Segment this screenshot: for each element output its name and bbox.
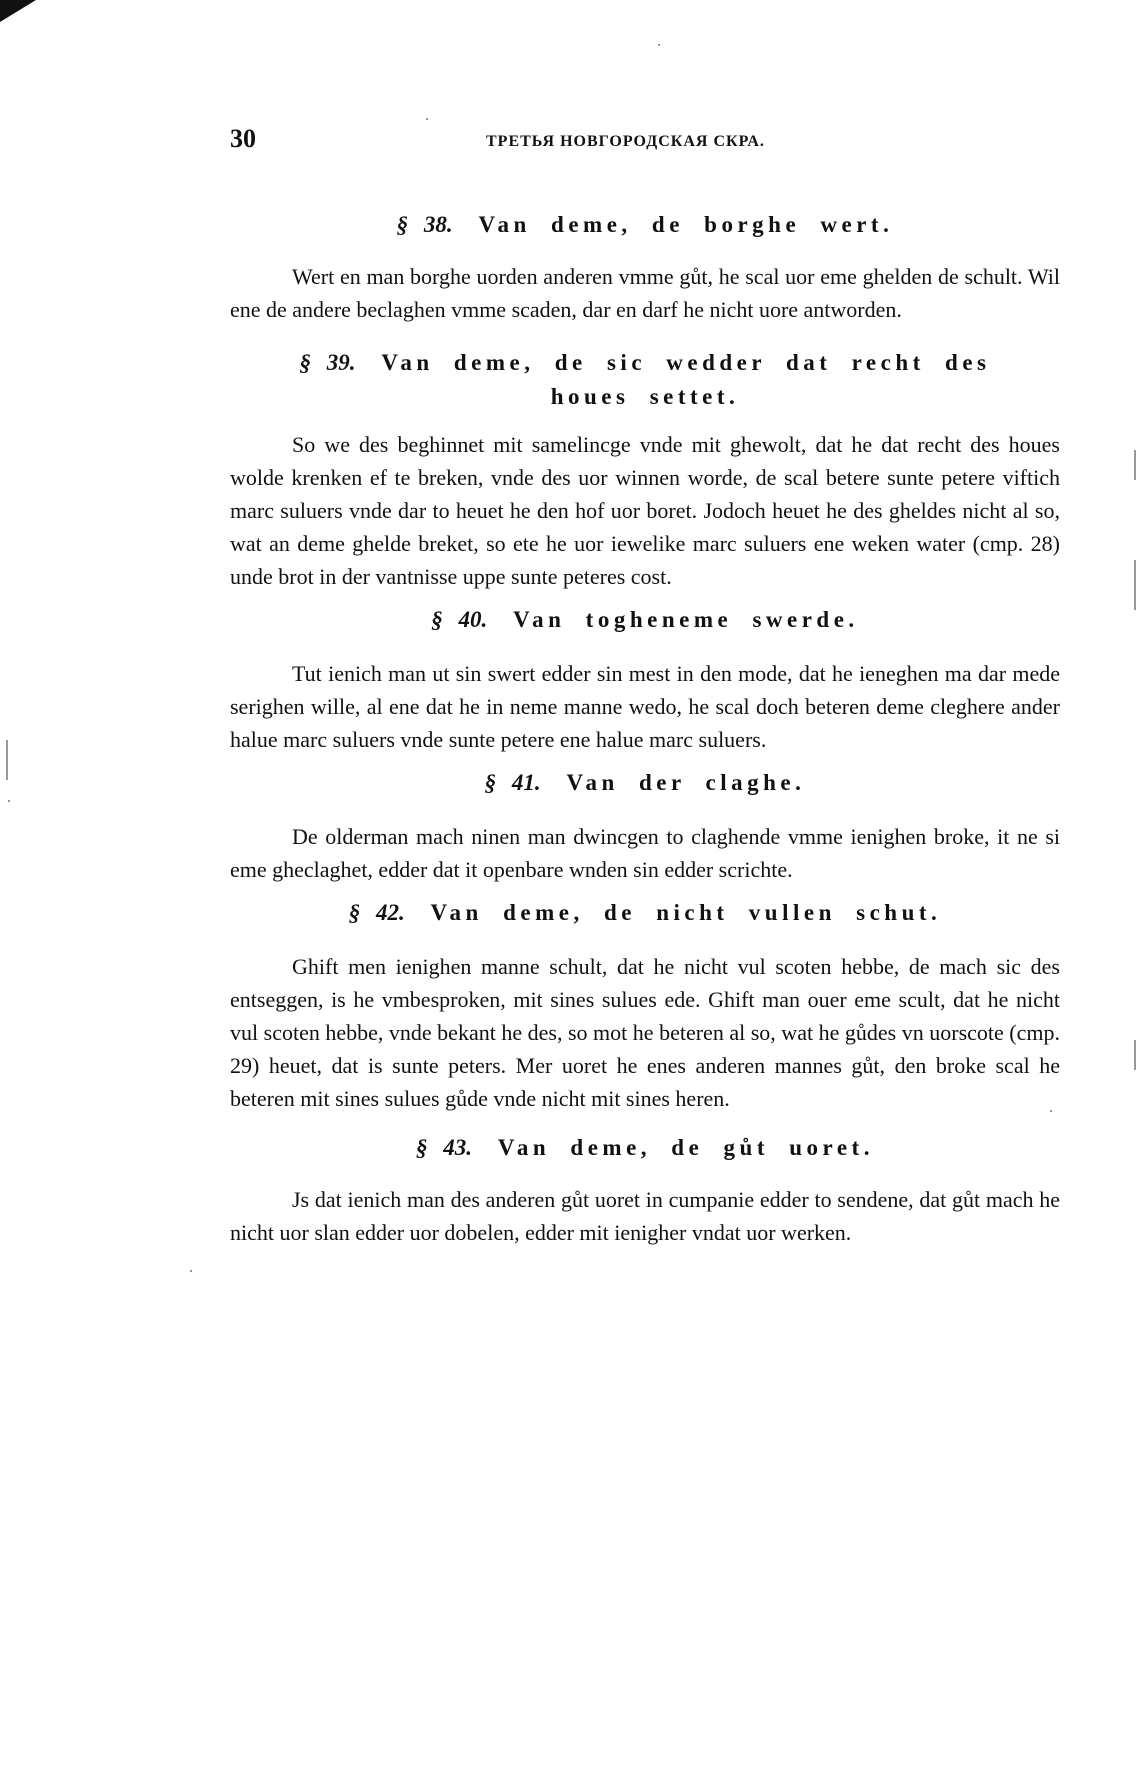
section-heading-41	[230, 766, 1060, 800]
running-title: ТРЕТЬЯ НОВГОРОДСКАЯ СКРА.	[486, 133, 765, 150]
section-paragraph-38: Wert en man borghe uorden anderen vmme gůt, he scal uor eme ghelden de schult. Wil ene de andere beclaghen vmme scaden, dar en darf he nicht uore antworden.	[230, 264, 1060, 322]
section-paragraph-39: So we des beghinnet mit samelincge vnde mit ghewolt, dat he dat recht des houes wolde krenken ef te breken, vnde des uor winnen worde, de scal betere sunte petere viftich marc suluers vnde dar to heuet he den hof uor boret. Jodoch heuet he des gheldes nicht al so, wat an deme ghelde breket, so ete he uor iewelike marc suluers ene weken water (cmp. 28) unde brot in der vantnisse uppe sunte peteres cost.	[230, 432, 1060, 589]
section-title: Van deme, de sic wedder dat recht des houes settet.	[381, 350, 991, 409]
section-heading-40	[230, 603, 1060, 637]
section-title: Van togheneme swerde.	[513, 607, 859, 632]
scan-speck	[658, 44, 660, 46]
section-number: § 40.	[431, 607, 488, 632]
scan-edge-line	[1134, 450, 1136, 480]
scan-edge-line	[6, 740, 8, 780]
scan-speck	[8, 800, 10, 802]
section-paragraph-41: De olderman mach ninen man dwincgen to claghende vmme ienighen broke, it ne si eme gheclaghet, edder dat it openbare wnden sin edder scrichte.	[230, 824, 1060, 882]
section-number: § 39.	[299, 350, 356, 375]
section-title: Van deme, de borghe wert.	[478, 212, 894, 237]
scan-edge-line	[1134, 1040, 1136, 1070]
scan-edge-line	[1134, 560, 1136, 610]
section-heading-39	[295, 346, 995, 414]
section-title: Van der claghe.	[566, 770, 806, 795]
section-heading-38	[230, 208, 1060, 242]
section-title: Van deme, de nicht vullen schut.	[430, 900, 942, 925]
section-number: § 41.	[484, 770, 541, 795]
section-paragraph-40: Tut ienich man ut sin swert edder sin mest in den mode, dat he ieneghen ma dar mede serighen wille, al ene dat he in neme manne wedo, he scal doch beteren deme cleghere ander halue marc suluers vnde sunte petere ene halue marc suluers.	[230, 661, 1060, 752]
page-body	[230, 208, 1060, 1249]
section-heading-42	[230, 896, 1060, 930]
section-heading-43	[230, 1131, 1060, 1165]
page-header	[230, 124, 1060, 160]
section-title: Van deme, de gůt uoret.	[497, 1135, 874, 1160]
section-paragraph-42: Ghift men ienighen manne schult, dat he nicht vul scoten hebbe, de mach sic des entseggen, is he vmbesproken, mit sines sulues ede. Ghift man ouer eme scult, dat he nicht vul scoten hebbe, vnde bekant he des, so mot he beteren al so, wat he gůdes vn uorscote (cmp. 29) heuet, dat is sunte peters. Mer uoret he enes anderen mannes gůt, den broke scal he beteren mit sines sulues gůde vnde nicht mit sines heren.	[230, 954, 1060, 1111]
page-number: 30	[230, 124, 256, 153]
section-paragraph-43: Js dat ienich man des anderen gůt uoret in cumpanie edder to sendene, dat gůt mach he nicht uor slan edder uor dobelen, edder mit ienigher vndat uor werken.	[230, 1187, 1060, 1245]
scan-corner-mark	[0, 0, 36, 22]
section-number: § 38.	[396, 212, 453, 237]
section-number: § 42.	[348, 900, 405, 925]
scan-speck	[190, 1270, 192, 1272]
section-number: § 43.	[416, 1135, 473, 1160]
scan-speck	[426, 118, 428, 120]
